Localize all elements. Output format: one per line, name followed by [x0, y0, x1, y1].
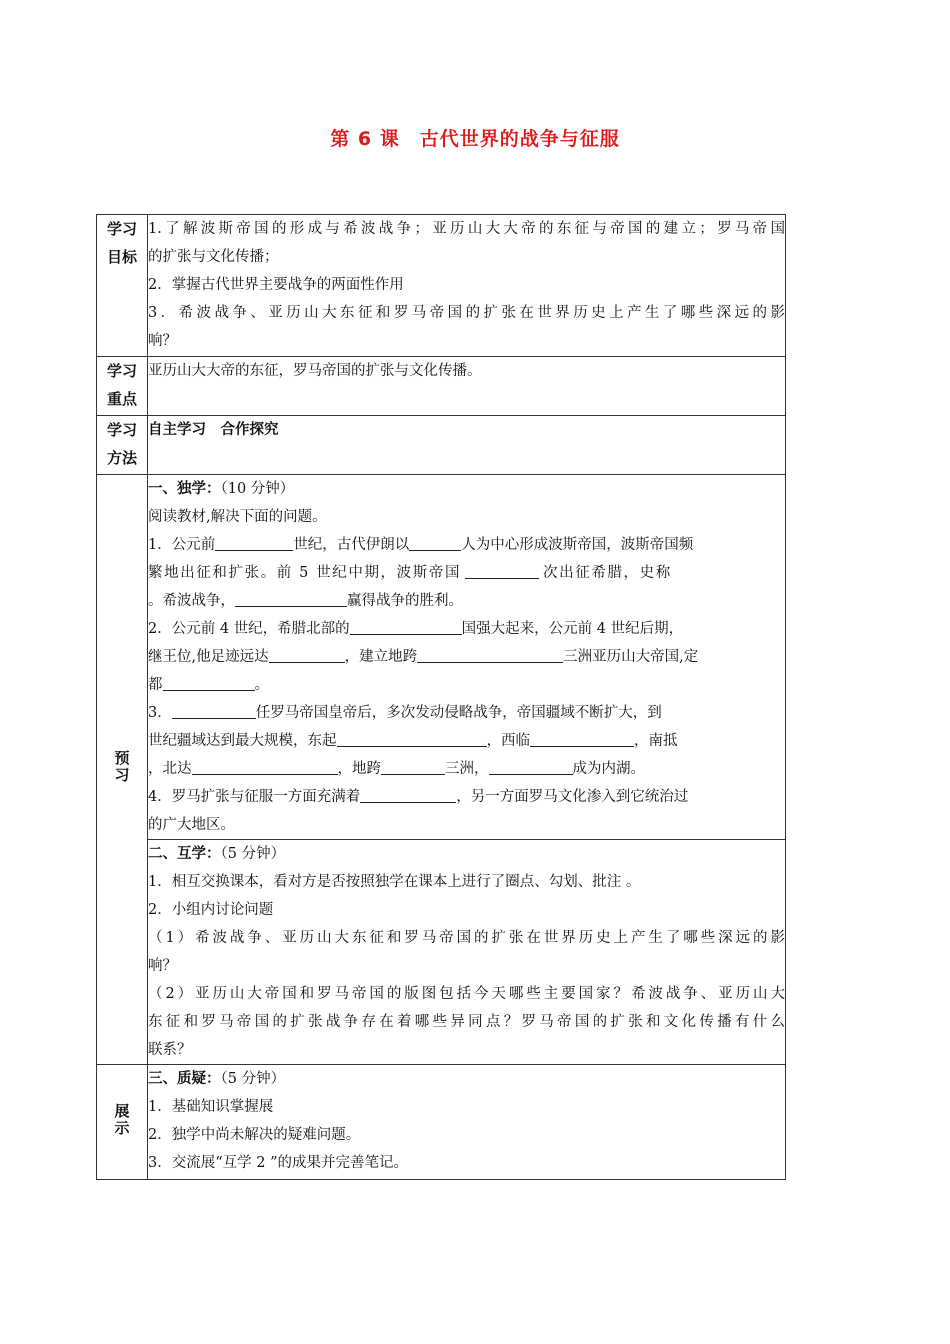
peer-study-line: （1）希波战争、亚历山大东征和罗马帝国的扩张在世界历史上产生了哪些深远的影 [148, 930, 785, 946]
peer-study-line: 2．小组内讨论问题 [148, 902, 274, 918]
section-heading: 二、互学： [148, 846, 221, 862]
fill-blank[interactable] [360, 785, 456, 803]
section-heading: 一、独学： [148, 481, 221, 497]
peer-study-line: （2）亚历山大帝国和罗马帝国的版图包括今天哪些主要国家？希波战争、亚历山大 [148, 986, 785, 1002]
question-2-line [148, 671, 785, 699]
focus-text: 亚历山大大帝的东征，罗马帝国的扩张与文化传播。 [148, 363, 482, 379]
question-1-line [148, 559, 785, 587]
question-text: 次出征希腊，史称 [543, 565, 672, 581]
fill-blank[interactable] [215, 533, 293, 551]
question-text: 人为中心形成波斯帝国，波斯帝国频 [461, 537, 694, 553]
display-line: 3．交流展“互学 2 ”的成果并完善笔记。 [148, 1155, 408, 1171]
question-text: 。 [254, 677, 269, 693]
row-preview-peer-study [97, 840, 786, 1065]
peer-study-content [148, 840, 786, 1065]
question-text: 3． [148, 705, 172, 721]
row-label-goals [97, 215, 148, 357]
question-3-line [148, 699, 785, 727]
fill-blank[interactable] [417, 645, 563, 663]
row-preview-self-study [97, 475, 786, 840]
method-text: 自主学习 合作探究 [148, 422, 279, 438]
fill-blank[interactable] [192, 757, 338, 775]
display-heading [148, 1065, 785, 1093]
preview-label: 预习 [114, 749, 130, 784]
goal-line: 1.了解波斯帝国的形成与希波战争；亚历山大大帝的东征与帝国的建立；罗马帝国 [148, 221, 785, 237]
question-text: 2．公元前 4 世纪，希腊北部的 [148, 621, 350, 637]
question-4-line: 的广大地区。 [148, 817, 235, 833]
display-line: 1．基础知识掌握展 [148, 1099, 274, 1115]
goal-line: 的扩张与文化传播； [148, 249, 279, 265]
goal-line: 响？ [148, 333, 177, 349]
question-text: 任罗马帝国皇帝后，多次发动侵略战争，帝国疆域不断扩大，到 [255, 705, 662, 721]
question-text: ，南抵 [634, 733, 678, 749]
peer-study-line: 联系？ [148, 1042, 192, 1058]
question-3-line [148, 755, 785, 783]
row-display [97, 1065, 786, 1180]
fill-blank[interactable] [337, 729, 487, 747]
fill-blank[interactable] [530, 729, 634, 747]
self-study-heading [148, 475, 785, 503]
section-time: （5 分钟） [220, 846, 286, 862]
row-label-display [97, 1065, 148, 1180]
question-1-line [148, 587, 785, 615]
self-study-intro: 阅读教材,解决下面的问题。 [148, 509, 327, 525]
question-2-line [148, 643, 785, 671]
question-text: 三洲， [445, 761, 489, 777]
question-3-line [148, 727, 785, 755]
section-time: （10 分钟） [220, 481, 295, 497]
self-study-content [148, 475, 786, 840]
question-4-line [148, 783, 785, 811]
fill-blank[interactable] [465, 561, 539, 579]
row-goals [97, 215, 786, 357]
peer-study-line: 响？ [148, 958, 177, 974]
row-label-line: 目标 [106, 248, 137, 266]
question-1-line [148, 531, 785, 559]
row-label-focus [97, 357, 148, 416]
method-content [148, 416, 786, 475]
question-text: ，北达 [148, 761, 192, 777]
question-text: 三洲亚历山大帝国,定 [563, 649, 699, 665]
display-content [148, 1065, 786, 1180]
question-text: ，地跨 [337, 761, 381, 777]
display-label: 展示 [114, 1101, 130, 1137]
question-text: ，西临 [486, 733, 530, 749]
peer-study-line: 东征和罗马帝国的扩张战争存在着哪些异同点？罗马帝国的扩张和文化传播有什么 [148, 1014, 785, 1030]
fill-blank[interactable] [163, 673, 255, 691]
fill-blank[interactable] [235, 589, 347, 607]
goals-content [148, 215, 786, 357]
section-time: （5 分钟） [220, 1071, 286, 1087]
question-text: 国强大起来，公元前 4 世纪后期， [461, 621, 684, 637]
question-text: 。希波战争， [148, 593, 235, 609]
page-title: 第 6 课 古代世界的战争与征服 [330, 128, 620, 150]
question-text: 都 [148, 677, 163, 693]
fill-blank[interactable] [269, 645, 345, 663]
row-method [97, 416, 786, 475]
question-text: ，另一方面罗马文化渗入到它统治过 [456, 789, 689, 805]
question-text: 1．公元前 [148, 537, 216, 553]
row-label-line: 重点 [106, 390, 137, 408]
fill-blank[interactable] [381, 757, 445, 775]
fill-blank[interactable] [409, 533, 461, 551]
fill-blank[interactable] [489, 757, 573, 775]
question-text: 成为内湖。 [572, 761, 645, 777]
question-text: 世纪，古代伊朗以 [293, 537, 410, 553]
goal-line: 3．希波战争、亚历山大东征和罗马帝国的扩张在世界历史上产生了哪些深远的影 [148, 305, 785, 321]
display-line: 2．独学中尚未解决的疑难问题。 [148, 1127, 361, 1143]
question-text: 赢得战争的胜利。 [347, 593, 463, 609]
row-label-line: 学习 [106, 362, 137, 380]
row-label-preview [97, 475, 148, 1065]
row-label-method [97, 416, 148, 475]
question-text: ，建立地跨 [344, 649, 418, 665]
goal-line: 2．掌握古代世界主要战争的两面性作用 [148, 277, 404, 293]
question-text: 继王位,他足迹远达 [148, 649, 269, 665]
section-heading: 三、质疑： [148, 1071, 221, 1087]
question-text: 世纪疆域达到最大规模，东起 [148, 733, 337, 749]
peer-study-heading [148, 840, 785, 868]
fill-blank[interactable] [350, 617, 462, 635]
row-label-line: 方法 [106, 449, 137, 467]
question-text: 4．罗马扩张与征服一方面充满着 [148, 789, 361, 805]
question-2-line [148, 615, 785, 643]
row-label-line: 学习 [106, 220, 137, 238]
row-label-line: 学习 [106, 421, 137, 439]
row-focus [97, 357, 786, 416]
focus-content [148, 357, 786, 416]
fill-blank[interactable] [172, 701, 256, 719]
lesson-plan-table [96, 214, 786, 1180]
question-text: 繁地出征和扩张。前 5 世纪中期，波斯帝国 [148, 565, 462, 581]
peer-study-line: 1．相互交换课本，看对方是否按照独学在课本上进行了圈点、勾划、批注 。 [148, 874, 641, 890]
